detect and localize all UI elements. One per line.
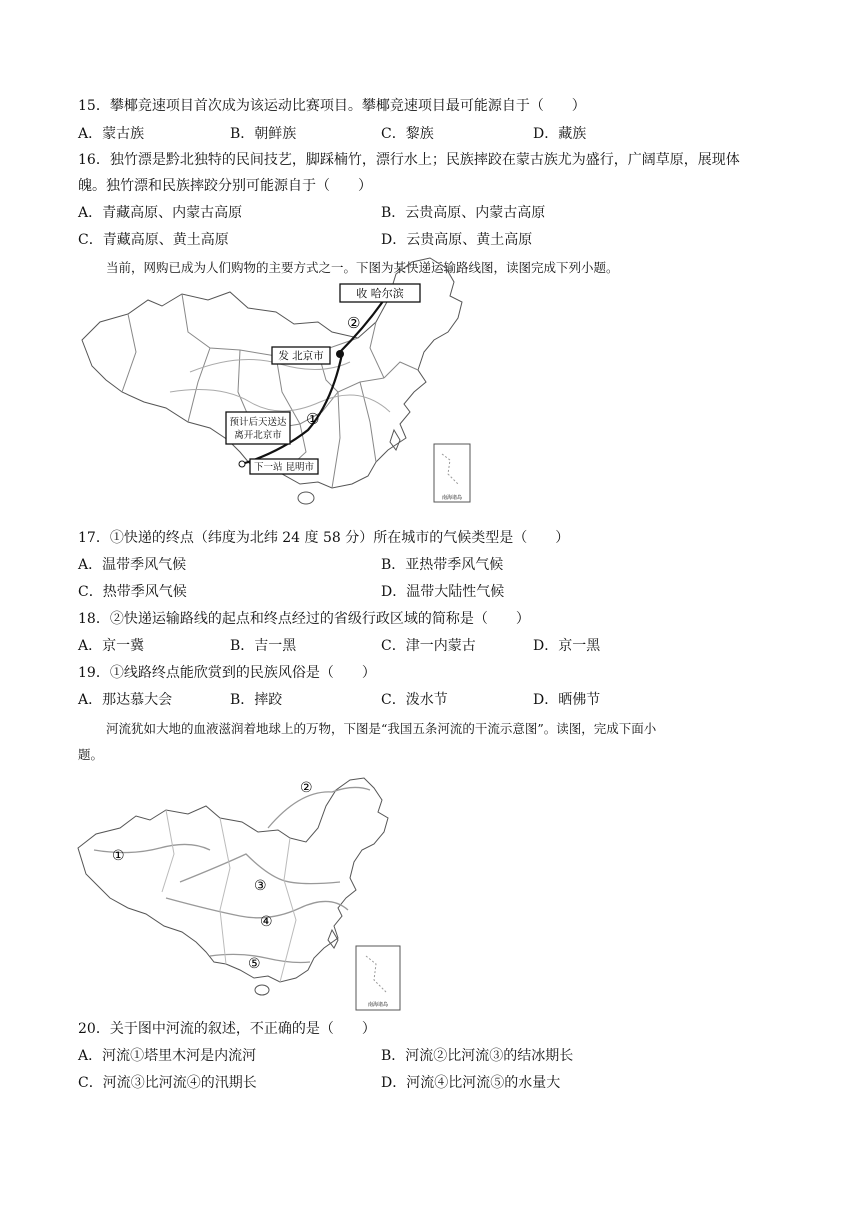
river-2-line (268, 787, 370, 828)
q20-option-b: B．河流②比河流③的结冰期长 (381, 1048, 574, 1064)
label-kunming (250, 459, 318, 474)
river-marker-3: ③ (254, 878, 267, 894)
q18-option-b: B．吉一黑 (230, 638, 297, 654)
q18-option-a: A．京一冀 (78, 638, 145, 654)
inset-label-2: 南海诸岛 (367, 1002, 389, 1008)
route-marker-2: ② (347, 314, 361, 332)
river-marker-4: ④ (260, 914, 273, 930)
china-outline-2 (78, 778, 388, 982)
q15-option-a: A．蒙古族 (78, 126, 145, 142)
q20-option-c: C．河流③比河流④的汛期长 (78, 1075, 257, 1091)
label-beijing (272, 347, 330, 364)
q20-stem: 20．关于图中河流的叙述，不正确的是（ ） (78, 1021, 376, 1037)
river-4-line (166, 898, 348, 918)
q17-stem: 17．①快递的终点（纬度为北纬 24 度 58 分）所在城市的气候类型是（ ） (78, 530, 570, 546)
q17-option-d: D．温带大陆性气候 (381, 584, 505, 600)
express-route-map (70, 252, 520, 518)
q16-stem-line2: 魄。独竹漂和民族摔跤分别可能源自于（ ） (78, 178, 372, 194)
label-kunming-text: 下一站 昆明市 (253, 462, 315, 473)
intro-rivers-line2: 题。 (78, 747, 104, 762)
q16-option-c: C．青藏高原、黄土高原 (78, 232, 229, 248)
five-rivers-map (70, 770, 410, 1014)
q20-option-a: A．河流①塔里木河是内流河 (78, 1048, 257, 1064)
river-marker-2: ② (300, 780, 313, 796)
q19-stem: 19．①线路终点能欣赏到的民族风俗是（ ） (78, 665, 376, 681)
q19-option-c: C．泼水节 (381, 692, 448, 708)
river-marker-1: ① (112, 848, 125, 864)
q15-option-d: D．藏族 (533, 126, 587, 142)
south-china-sea-inset (434, 444, 470, 502)
q17-option-b: B．亚热带季风气候 (381, 557, 504, 573)
q15-stem: 15．攀椰竞速项目首次成为该运动比赛项目。攀椰竞速项目最可能源自于（ ） (78, 98, 586, 114)
q17-option-a: A．温带季风气候 (78, 557, 187, 573)
label-eta (226, 412, 290, 444)
label-beijing-text: 发 北京市 (278, 350, 324, 362)
q20-option-d: D．河流④比河流⑤的水量大 (381, 1075, 561, 1091)
q19-option-d: D．晒佛节 (533, 692, 601, 708)
river-marker-5: ⑤ (248, 956, 261, 972)
q16-option-a: A．青藏高原、内蒙古高原 (78, 205, 243, 221)
label-eta-line2: 离开北京市 (234, 430, 282, 441)
q18-option-d: D．京一黑 (533, 638, 601, 654)
label-eta-line1: 预计后天送达 (229, 417, 287, 428)
q16-option-d: D．云贵高原、黄土高原 (381, 232, 533, 248)
q15-option-b: B．朝鲜族 (230, 126, 297, 142)
q16-option-b: B．云贵高原、内蒙古高原 (381, 205, 546, 221)
q16-stem-line1: 16．独竹漂是黔北独特的民间技艺，脚踩楠竹，漂行水上；民族摔跤在蒙古族尤为盛行，广阔草原，展现体 (78, 152, 740, 168)
q15-option-c: C．黎族 (381, 126, 434, 142)
route-marker-1: ① (306, 410, 320, 428)
south-china-sea-inset-2 (356, 946, 400, 1010)
inset-label: 南海诸岛 (441, 495, 463, 501)
label-harbin-text: 收 哈尔滨 (356, 287, 404, 300)
intro-express-route: 当前，网购已成为人们购物的主要方式之一。下图为某快递运输路线图，读图完成下列小题。 (106, 260, 619, 275)
label-harbin (340, 284, 420, 302)
q19-option-b: B．摔跤 (230, 692, 283, 708)
q17-option-c: C．热带季风气候 (78, 584, 187, 600)
intro-rivers-line1: 河流犹如大地的血液滋润着地球上的万物，下图是“我国五条河流的干流示意图”。读图，完成下面小 (106, 721, 657, 736)
q18-stem: 18．②快递运输路线的起点和终点经过的省级行政区域的简称是（ ） (78, 611, 530, 627)
q18-option-c: C．津一内蒙古 (381, 638, 476, 654)
q19-option-a: A．那达慕大会 (78, 692, 173, 708)
